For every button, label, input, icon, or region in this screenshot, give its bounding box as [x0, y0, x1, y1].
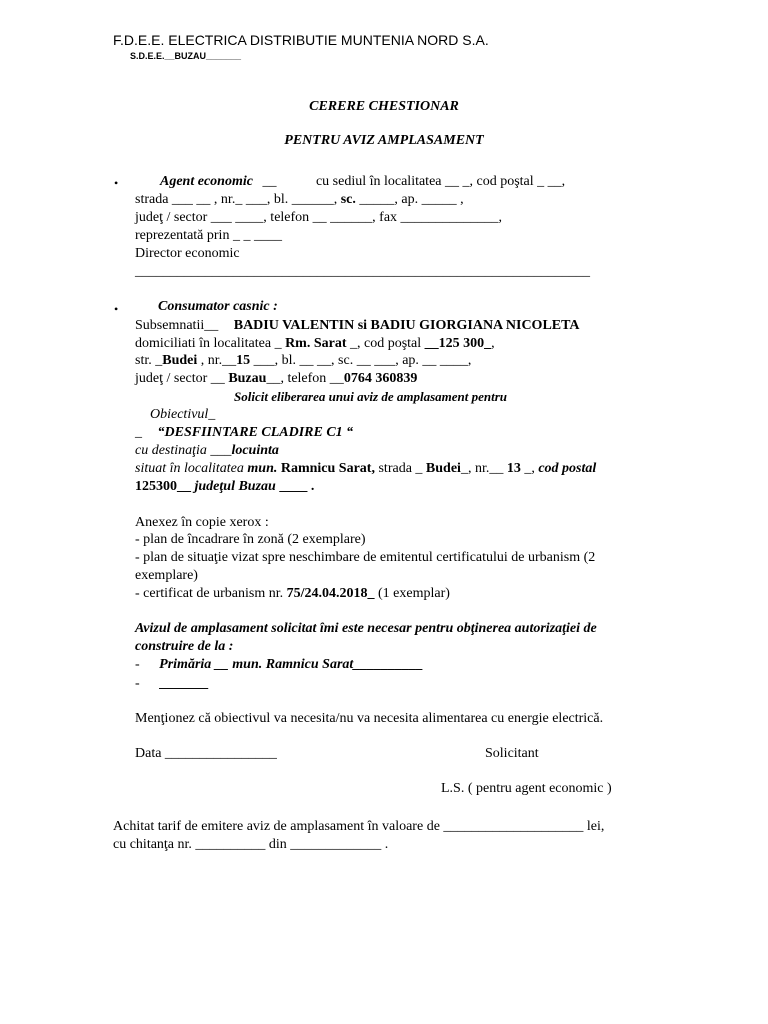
destinatie-line: cu destinaţia ___locuinta: [135, 443, 279, 458]
consumer-solicit: Solicit eliberarea unui aviz de amplasament pentru: [234, 389, 508, 404]
anexe-item2b: exemplare): [135, 568, 198, 583]
mentionez-text: Menţionez că obiectivul va necesita/nu va necesita alimentarea cu energie electrică.: [135, 711, 604, 726]
agent-separator-line: _________________________________________________________________: [135, 264, 590, 279]
agent-judet: judeţ / sector ___ ____, telefon __ ______, fax ______________,: [135, 210, 503, 225]
data-field: Data ________________: [135, 746, 277, 761]
anexe-item3: - certificat de urbanism nr. 75/24.04.2018_ (1 exemplar): [135, 586, 450, 601]
agent-label: Agent economic: [160, 174, 253, 189]
bullet-agent: •: [114, 176, 119, 190]
codpostal-line: 125300__ judeţul Buzau ____ .: [135, 479, 315, 494]
obiectiv-label: Obiectivul_: [150, 407, 216, 422]
consumer-subsemnatii-line: Subsemnatii__ BADIU VALENTIN si BADIU GIORGIANA NICOLETA: [135, 318, 580, 333]
consumer-names: BADIU VALENTIN si BADIU GIORGIANA NICOLETA: [233, 318, 580, 333]
consumer-judet-line: judeţ / sector __ Buzau__, telefon __0764 360839: [135, 371, 418, 386]
obiectiv-value: “DESFIINTARE CLADIRE C1 “: [157, 425, 354, 440]
consumer-street-line: str. _Budei , nr.__15 ___, bl. __ __, sc. __ ___, ap. __ ____,: [135, 353, 472, 368]
situat-line: situat în localitatea mun. Ramnicu Sarat, strada _ Budei_, nr.__ 13 _, cod postal: [135, 461, 597, 476]
aviz-line2: construire de la :: [135, 639, 234, 654]
consumer-label: Consumator casnic :: [158, 299, 278, 314]
bullet-consumer: •: [114, 302, 119, 316]
anexe-intro: Anexez în copie xerox :: [135, 515, 269, 530]
solicitant-label: Solicitant: [485, 746, 539, 761]
sdee-header: S.D.E.E.__BUZAU_______: [130, 51, 242, 61]
ls-label: L.S. ( pentru agent economic ): [441, 781, 612, 796]
tarif-line2: cu chitanţa nr. __________ din _____________ .: [113, 837, 389, 852]
agent-line1: Agent economic __ cu sediul în localitatea __ _, cod poştal _ __,: [160, 174, 566, 189]
anexe-item1: - plan de încadrare în zonă (2 exemplare): [135, 532, 366, 547]
title-line1: CERERE CHESTIONAR: [309, 99, 459, 114]
agent-reprezentata: reprezentată prin _ _ ____: [135, 228, 282, 243]
tarif-line1: Achitat tarif de emitere aviz de amplasament în valoare de ____________________ lei,: [113, 819, 605, 834]
aviz-line1: Avizul de amplasament solicitat îmi este necesar pentru obţinerea autorizaţiei de: [135, 621, 597, 636]
company-header: F.D.E.E. ELECTRICA DISTRIBUTIE MUNTENIA NORD S.A.: [113, 32, 489, 48]
title-line2: PENTRU AVIZ AMPLASAMENT: [284, 133, 484, 148]
consumer-domicil-line: domiciliati în localitatea _ Rm. Sarat _, cod poştal __125 300_,: [135, 336, 495, 351]
anexe-item2a: - plan de situaţie vizat spre neschimbare de emitentul certificatului de urbanism (2: [135, 550, 596, 565]
aviz-primaria-line: - Primăria __ mun. Ramnicu Sarat__________: [135, 657, 424, 672]
agent-director: Director economic: [135, 246, 240, 261]
agent-line2: strada ___ __ , nr._ ___, bl. ______, sc. _____, ap. _____ ,: [135, 192, 464, 207]
obiectiv-line: _ “DESFIINTARE CLADIRE C1 “: [135, 425, 354, 440]
aviz-blank-line: - _______: [135, 676, 209, 691]
